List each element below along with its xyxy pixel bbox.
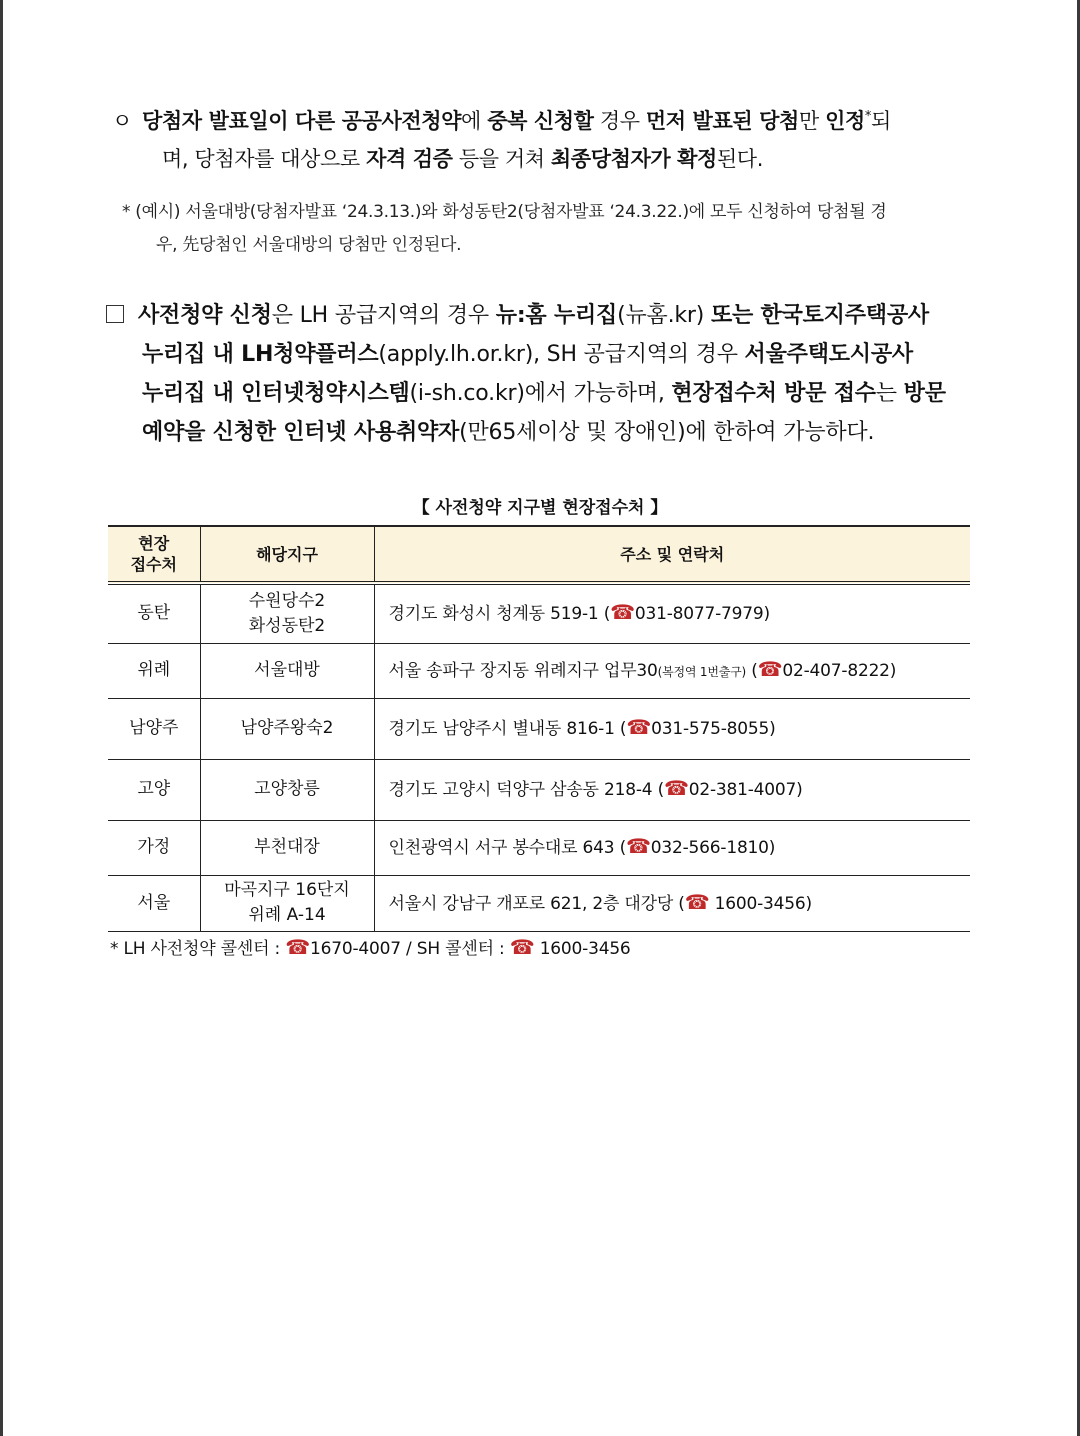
table-row: 고양 고양창릉 경기도 고양시 덕양구 삼송동 218-4 (☎02-381-4007) <box>108 759 970 820</box>
table-row: 서울 마곡지구 16단지 위례 A-14 서울시 강남구 개포로 621, 2층 대강당 (☎ 1600-3456) <box>108 875 970 931</box>
header-address: 주소 및 연락처 <box>374 526 970 583</box>
header-district: 해당지구 <box>200 526 374 583</box>
table-header-row <box>108 526 970 583</box>
phone-icon: ☎ <box>285 935 310 959</box>
left-frame-border <box>0 0 3 1436</box>
phone-icon: ☎ <box>509 935 535 959</box>
example-footnote: * (예시) 서울대방(당첨자발표 ‘24.3.13.)와 화성동탄2(당첨자발표 ‘24.3.22.)에 모두 신청하여 당첨될 경 우, 先당첨인 서울대방의 당첨만 인정된다. <box>122 202 887 255</box>
phone-icon: ☎ <box>684 889 710 914</box>
phone-icon: ☎ <box>610 600 635 625</box>
notice-paragraph-duplicate-application: ㅇ 당첨자 발표일이 다른 공공사전청약에 중복 신청할 경우 먼저 발표된 당첨만 인정*되 며, 당첨자를 대상으로 자격 검증 등을 거쳐 최종당첨자가 확정된다. <box>112 102 982 178</box>
table-row: 위례 서울대방 서울 송파구 장지동 위례지구 업무30(복정역 1번출구) (☎02-407-8222) <box>108 643 970 698</box>
reception-sites-table <box>108 525 970 932</box>
table-title: 【 사전청약 지구별 현장접수처 】 <box>412 498 668 518</box>
checkbox-bullet-icon <box>106 305 124 323</box>
phone-icon: ☎ <box>626 834 651 858</box>
application-method-paragraph: 사전청약 신청은 LH 공급지역의 경우 뉴:홈 누리집(뉴홈.kr) 또는 한국토지주택공사 누리집 내 LH청약플러스(apply.lh.or.kr), SH 공급지역의 경우 서울주택도시공사 누리집 내 인터넷청약시스템(i-sh.co.kr)에서 가능하며, 현장접수처 방문 접수는 방문 예약을 신청한 인터넷 사용취약자(만65세이상 및 장애인)에 한하여 가능하다. <box>106 296 981 452</box>
call-center-footnote: * LH 사전청약 콜센터 : ☎1670-4007 / SH 콜센터 : ☎ 1600-3456 <box>110 935 631 959</box>
table-row: 동탄 수원당수2 화성동탄2 경기도 화성시 청계동 519-1 (☎031-8077-7979) <box>108 583 970 643</box>
table-row: 남양주 남양주왕숙2 경기도 남양주시 별내동 816-1 (☎031-575-8055) <box>108 698 970 759</box>
header-site: 현장 접수처 <box>108 526 200 583</box>
circle-bullet-icon: ㅇ <box>112 109 132 133</box>
phone-icon: ☎ <box>664 776 689 800</box>
table-row: 가정 부천대장 인천광역시 서구 봉수대로 643 (☎032-566-1810) <box>108 820 970 875</box>
phone-icon: ☎ <box>626 715 652 739</box>
phone-icon: ☎ <box>757 656 783 681</box>
